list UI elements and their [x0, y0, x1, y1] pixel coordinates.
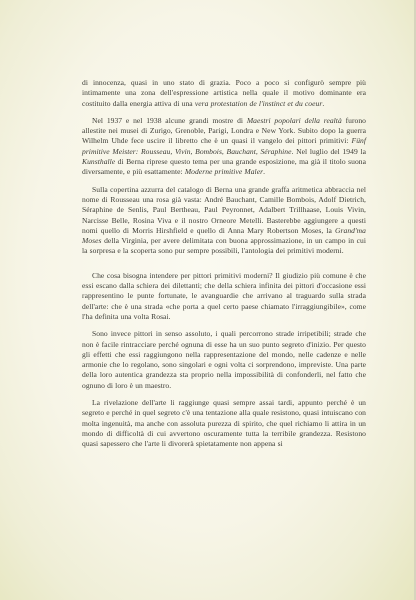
text-run: . [263, 167, 266, 177]
paragraph-2 [82, 116, 366, 178]
paragraph-5 [82, 329, 366, 391]
italic-text-run: Fünf primitive Meister: Rousseau, Vivin, Bombois, Bauchant, Séraphine [82, 136, 366, 156]
text-run: Sono invece pittori in senso assoluto, i quali percorrono strade irripetibili; strade che non è facile rintracciare perché ognuna di esse ha un suo punto segreto d'inizio. Per questo gli effetti che essi raggiungono nella rappresentazione del mondo, nelle cadenze e nelle armonie che lo regolano, sono singolari e ogni volta ci sorprendono, impreviste. Una parte della loro autentica grandezza sta proprio nella impossibilità di confonderli, nel fatto che ognuno di loro è un maestro. [82, 329, 366, 390]
body-text [82, 78, 366, 450]
text-run: Che cosa bisogna intendere per pittori primitivi moderni? Il giudizio più comune è che essi escano dalla schiera dei dilettanti; che della schiera infinita dei pittori d'occasione essi rappresentino le punte fortunate, le avanguardie che arrivano al traguardo sulla strada dell'arte: che è una strada «che porta a quel certo paese chiamato l'irraggiungibile», come l'ha definita una volta Rosai. [82, 270, 366, 321]
text-run: Sulla copertina azzurra del catalogo di Berna una grande graffa aritmetica abbraccia nel nome di Rousseau una rosa già vasta: André Bauchant, Camille Bombois, Adolf Dietrich, Séraphine de Senlis, Paul Bertheau, Paul Peyronnet, Adalbert Trillhaase, Louis Vivin, Narcisse Belle, Rosina Viva e il nostro Orneore Metelli. Basterebbe aggiungere a questi nomi quello di Morris Hirshfield e quello di Anna Mary Robertson Moses, la [82, 184, 366, 235]
italic-text-run: Grand'ma Moses [82, 225, 366, 246]
text-run: di Berna riprese questo tema per una grande esposizione, ma già il titolo suona diversamente, e più esattamente: [82, 157, 366, 177]
italic-text-run: Moderne primitive Maler [184, 167, 264, 177]
italic-text-run: Maestri popolari della realtà [246, 115, 342, 125]
paragraph-6 [82, 398, 366, 449]
text-run: . Nel luglio del 1949 la [291, 146, 366, 156]
paragraph-1 [82, 78, 366, 109]
italic-text-run: Kunsthalle [82, 157, 116, 167]
text-run: La rivelazione dell'arte li raggiunge quasi sempre assai tardi, appunto perché è un segreto e perché in quel segreto c'è una tentazione alla quale resistono, quasi intuiscano con molta ingenuità, ma anche con assoluta purezza di spirito, che quel richiamo li attira in un mondo di difficoltà di cui avvertono oscuramente tutta la terribile grandezza. Resistono quasi sapessero che l'arte li divorerà spietatamente non appena si [82, 398, 367, 449]
text-run: . [322, 98, 325, 108]
text-run: di innocenza, quasi in uno stato di grazia. Poco a poco si configurò sempre più intimamente una zona dell'espressione artistica nella quale il motivo dominante era costituito dalla energia attiva di una [82, 78, 366, 108]
text-run: Nel 1937 e nel 1938 alcune grandi mostre di [92, 115, 247, 125]
paragraph-3 [82, 185, 366, 257]
paragraph-4 [82, 271, 366, 322]
italic-text-run: vera protestation de l'instinct et du coeur [194, 98, 323, 108]
text-run: della Virginia, per avere delimitata con buona approssimazione, in un campo in cui la sorpresa e la scoperta sono pur sempre possibili, l'antologia dei primitivi moderni. [82, 236, 366, 256]
text-run: furono allestite nei musei di Zurigo, Grenoble, Parigi, Londra e New York. Subito dopo la guerra Wilhelm Uhde fece uscire il libretto che è un quasi il vangelo dei pittori primitivi: [82, 115, 366, 146]
